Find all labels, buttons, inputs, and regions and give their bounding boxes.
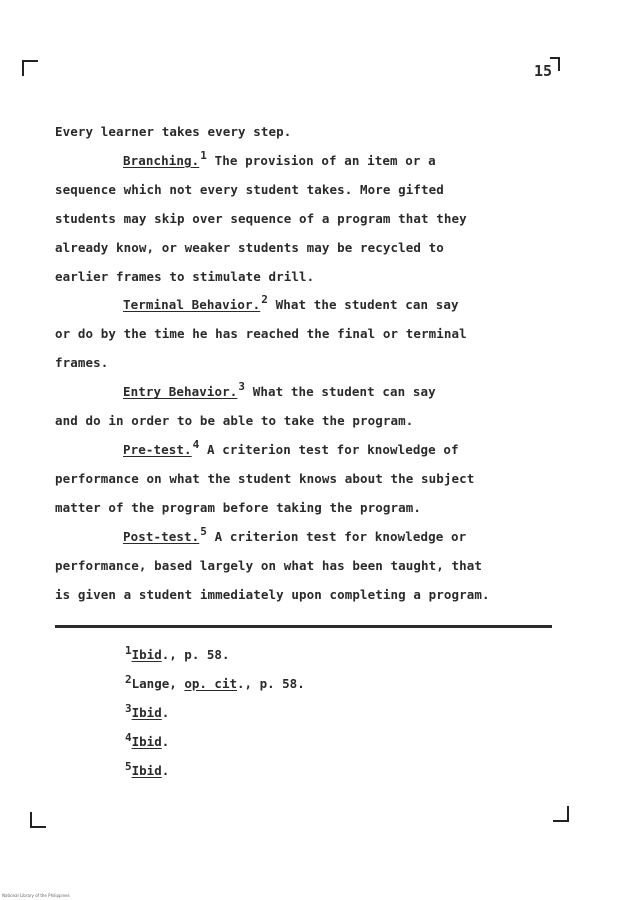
body-line: frames. bbox=[55, 355, 109, 371]
definition-text: A criterion test for knowledge of bbox=[199, 441, 459, 457]
definition-text: The provision of an item or a bbox=[207, 152, 436, 168]
definition-pre-test bbox=[55, 436, 545, 465]
term-pre-test: Pre-test. bbox=[123, 441, 192, 457]
footnotes bbox=[125, 640, 305, 785]
term-terminal-behavior: Terminal Behavior. bbox=[123, 297, 261, 313]
library-footer-note: National Library of the Philippines bbox=[2, 893, 70, 898]
footnote-5: 5Ibid. bbox=[125, 760, 170, 778]
crop-mark-top-left bbox=[22, 60, 38, 76]
footnote-2: 2Lange, op. cit., p. 58. bbox=[125, 673, 305, 691]
body-line: or do by the time he has reached the final or terminal bbox=[55, 326, 467, 342]
definition-entry-behavior bbox=[55, 378, 545, 407]
body-line: students may skip over sequence of a program that they bbox=[55, 210, 467, 226]
body-line: earlier frames to stimulate drill. bbox=[55, 268, 315, 284]
crop-mark-bottom-left bbox=[30, 812, 46, 828]
body-line: Every learner takes every step. bbox=[55, 124, 292, 139]
body-line: matter of the program before taking the program. bbox=[55, 499, 422, 515]
term-branching: Branching. bbox=[123, 152, 200, 168]
body-line: sequence which not every student takes. More gifted bbox=[55, 181, 444, 197]
footnote-4: 4Ibid. bbox=[125, 731, 170, 749]
definition-post-test bbox=[55, 523, 545, 552]
body-line: performance, based largely on what has been taught, that bbox=[55, 557, 483, 573]
body-text bbox=[55, 118, 545, 609]
definition-text: What the student can say bbox=[245, 384, 436, 400]
body-line: and do in order to be able to take the program. bbox=[55, 413, 414, 429]
footnote-ref-2: 2 bbox=[261, 293, 268, 307]
body-line: already know, or weaker students may be recycled to bbox=[55, 239, 444, 255]
body-line: is given a student immediately upon completing a program. bbox=[55, 586, 490, 602]
term-entry-behavior: Entry Behavior. bbox=[123, 384, 238, 400]
footnote-ref-3: 3 bbox=[238, 380, 246, 394]
definition-text: A criterion test for knowledge or bbox=[207, 528, 467, 544]
footnote-ref-4: 4 bbox=[192, 437, 200, 451]
footnote-divider bbox=[55, 625, 552, 628]
footnote-ref-5: 5 bbox=[200, 524, 207, 538]
definition-branching bbox=[55, 147, 545, 176]
footnote-ref-1: 1 bbox=[200, 148, 207, 162]
footnote-1: 1Ibid., p. 58. bbox=[125, 644, 230, 662]
definition-text: What the student can say bbox=[268, 297, 459, 313]
page-number: 15 bbox=[534, 62, 553, 80]
term-post-test: Post-test. bbox=[123, 528, 200, 544]
definition-terminal-behavior bbox=[55, 291, 545, 320]
footnote-3: 3Ibid. bbox=[125, 702, 170, 720]
crop-mark-bottom-right bbox=[553, 806, 569, 822]
body-line: performance on what the student knows about the subject bbox=[55, 470, 475, 486]
